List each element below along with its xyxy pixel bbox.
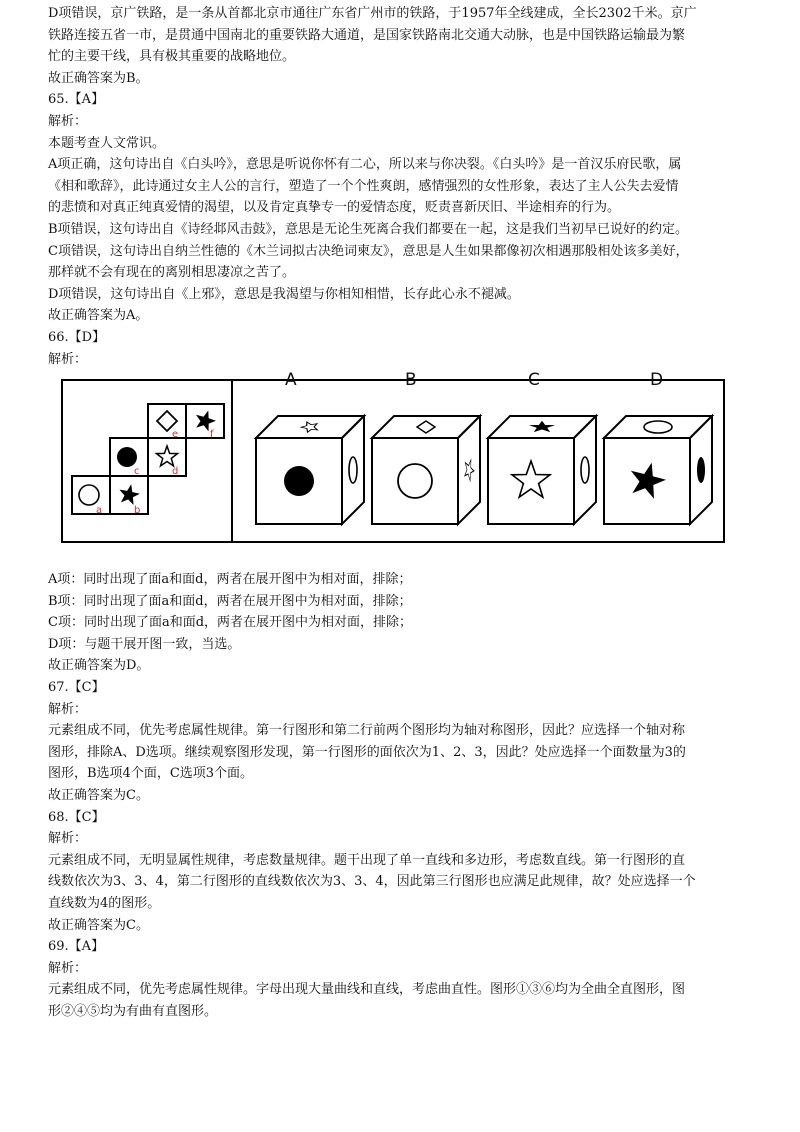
cube-figure-svg [60,378,728,548]
text-line: 故正确答案为C。 [48,917,149,933]
text-line: 图形，排除A、D选项。继续观察图形发现，第一行图形的面依次为1、2、3，因此？处应选择一个面数量为3的 [48,744,686,760]
option-label-d: D [650,370,664,391]
text-line: 故正确答案为B。 [48,70,149,86]
cube-front-face [488,438,574,524]
text-line: 直线数为4的图形。 [48,896,161,911]
text-line: 故正确答案为C。 [48,788,149,804]
text-line: 《相和歌辞》，此诗通过女主人公的言行，塑造了一个个性爽朗，感情强烈的女性形象，表达了主人公失去爱情 [48,178,679,194]
option-label-b: B [405,370,417,391]
cube-net-figure [60,370,728,583]
text-line: D项错误，这句诗出自《上邪》，意思是我渴望与你相知相惜，长存此心永不褪减。 [48,286,520,302]
text-line: 铁路连接五省一市，是贯通中国南北的重要铁路大通道，是国家铁路南北交通大动脉，也是中国铁路运输最为繁 [48,27,686,43]
text-line: 图形，B选项4个面，C选项3个面。 [48,766,254,782]
text-line: B项：同时出现了面a和面d，两者在展开图中为相对面，排除； [48,593,412,609]
text-line: 解析： [48,960,88,976]
option-label-c: C [528,370,540,391]
text-line: C项：同时出现了面a和面d，两者在展开图中为相对面，排除； [48,615,413,631]
net-face-a [72,476,110,517]
text-line: 故正确答案为A。 [48,308,149,324]
net-label-b: b [134,505,141,517]
text-line: 解析： [48,831,88,847]
text-line: A项正确，这句诗出自《白头吟》，意思是听说你怀有二心，所以来与你决裂。《白头吟》是一首汉乐府民歌，属 [48,157,682,173]
text-line: 解析： [48,113,88,129]
net-label-f: f [210,429,214,441]
text-line: B项错误，这句诗出自《诗经邶风击鼓》，意思是无论生死离合我们都要在一起，这是我们当初早已说好的约定。 [48,221,689,237]
net-label-a: a [96,505,103,517]
cube-front-face [372,438,458,524]
net-face-d [148,438,186,476]
text-line: 形②④⑤均为有曲有直图形。 [48,1003,218,1019]
filled-circle-icon [117,447,137,467]
cube-options [256,416,712,524]
text-line: 68.【C】 [48,809,105,825]
text-line: 解析： [48,351,88,367]
filled-circle-icon [697,457,705,483]
text-line: 的悲愤和对真正纯真爱情的渴望，以及肯定真挚专一的爱情态度，贬责喜新厌旧、半途相弃的行为。 [48,200,621,216]
text-line: 66.【D】 [48,329,106,345]
text-line: 忙的主要干线，具有极其重要的战略地位。 [48,49,296,65]
text-line: 67.【C】 [48,680,105,696]
text-line: 解析： [48,701,88,717]
option-label-a: A [285,370,297,391]
text-line: 元素组成不同，优先考虑属性规律。第一行图形和第二行前两个图形均为轴对称图形，因此？应选择一个轴对称 [48,723,686,739]
text-line: 元素组成不同，优先考虑属性规律。字母出现大量曲线和直线，考虑曲直性。图形①③⑥均为全曲全直图形，图 [48,982,686,998]
text-block-2 [48,569,760,1022]
text-line: D项错误，京广铁路，是一条从首都北京市通往广东省广州市的铁路，于1957年全线建成，全长2302千米。京广 [48,6,697,21]
net-label-e: e [172,429,179,441]
text-line: 那样就不会有现在的离别相思凄凉之苦了。 [48,265,296,281]
text-line: 线数依次为3、3、4，第二行图形的直线数依次为3、3、4，因此第三行图形也应满足此规律，故？处应选择一个 [48,874,696,890]
text-line: 69.【A】 [48,939,105,955]
text-line: 65.【A】 [48,92,105,108]
net-label-c: c [134,466,140,478]
text-block-1 [48,0,760,370]
text-line: 本题考查人文常识。 [48,135,166,151]
text-line: C项错误，这句诗出自纳兰性德的《木兰词拟古决绝词柬友》，意思是人生如果都像初次相遇那般相处该多美好， [48,243,689,259]
filled-circle-icon [284,466,314,496]
page [48,0,760,1023]
text-line: A项：同时出现了面a和面d，两者在展开图中为相对面，排除； [48,572,412,588]
text-line: 故正确答案为D。 [48,658,150,674]
net-label-d: d [172,466,179,478]
net-face-e [148,404,186,441]
text-line: D项：与题干展开图一致，当选。 [48,636,241,652]
text-line: 元素组成不同，无明显属性规律，考虑数量规律。题干出现了单一直线和多边形，考虑数直线。第一行图形的直 [48,852,686,868]
